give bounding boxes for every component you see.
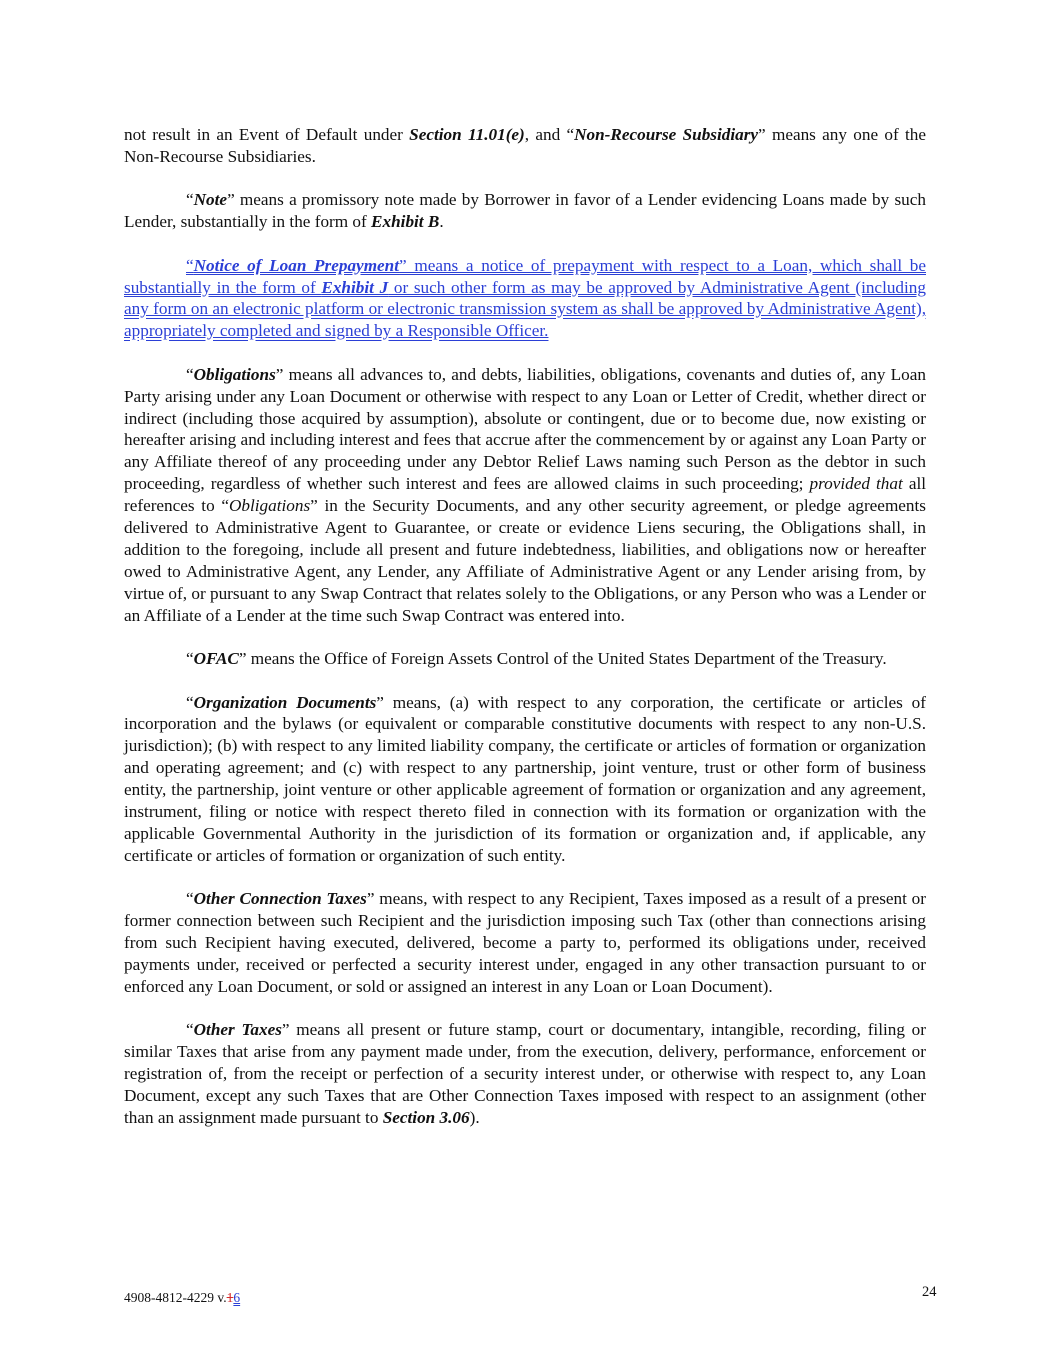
defined-term: Other Connection Taxes — [193, 889, 367, 909]
definition-other-connection-taxes: “Other Connection Taxes” means, with respect to any Recipient, Taxes imposed as a result of a present or former connection between such Recipient and the jurisdiction imposing such Tax (other than connections arising from such Recipient having executed, delivered, become a party to, performed its obligations under, received payments under, received or perfected a security interest under, engaged in any other transaction pursuant to or enforced any Loan Document, or sold or assigned an interest in any Loan or Loan Document). — [124, 889, 926, 996]
exhibit-reference: Exhibit J — [321, 277, 389, 297]
definition-obligations: “Obligations” means all advances to, and debts, liabilities, obligations, covenants and duties of, any Loan Party arising under any Loan Document or otherwise with respect to any Loan or Letter of Credit, whether direct or indirect (including those acquired by assumption), absolute or contingent, due or to become due, now existing or hereafter arising and including interest and fees that accrue after the commencement by or against any Loan Party or any Affiliate thereof of any proceeding under any Debtor Relief Laws naming such Person as the debtor in such proceeding, regardless of whether such interest and fees are allowed claims in such proceeding; provided that all references to “Obligations” in the Security Documents, and any other security agreement, or pledge agreements delivered to Administrative Agent to Guarantee, or create or evidence Liens securing, the Obligations shall, in addition to the foregoing, include all present and future indebtedness, liabilities, and obligations now or hereafter owed to Administrative Agent, any Lender, any Affiliate of Administrative Agent or any Lender arising from, by virtue of, or pursuant to any Swap Contract that relates solely to the Obligations, or any Person who was a Lender or an Affiliate of a Lender at the time such Swap Contract was entered into. — [124, 364, 926, 625]
defined-term: Notice of Loan Prepayment — [193, 255, 400, 275]
definition-organization-documents: “Organization Documents” means, (a) with respect to any corporation, the certificate or articles of incorporation and the bylaws (or equivalent or comparable constitutive documents with respect to any non-U.S. jurisdiction); (b) with respect to any limited liability company, the certificate or articles of formation or organization and operating agreement; and (c) with respect to any partnership, joint venture, trust or other form of business entity, the partnership, joint venture or other applicable agreement of formation or organization and any agreement, instrument, filing or notice with respect thereto filed in connection with its formation or organization with the applicable Governmental Authority in the jurisdiction of its formation or organization and, if applicable, any certificate or articles of formation or organization of such entity. — [124, 692, 926, 865]
section-reference: Section 11.01(e) — [409, 125, 525, 144]
definition-ofac: “OFAC” means the Office of Foreign Assets Control of the United States Department of the Treasury. — [186, 649, 887, 669]
section-reference: Section 3.06 — [382, 1107, 470, 1127]
deleted-version: 1 — [226, 1290, 234, 1305]
exhibit-reference: Exhibit B — [371, 212, 440, 232]
defined-term: Non-Recourse Subsidiary — [574, 125, 759, 144]
definition-other-taxes: “Other Taxes” means all present or future stamp, court or documentary, intangible, recording, filing or similar Taxes that arise from any payment made under, from the execution, delivery, performance, enforcement or registration of, from the receipt or perfection of a security interest under, or otherwise with respect to, any Loan Document, except any such Taxes that are Other Connection Taxes imposed with respect to an assignment (other than an assignment made pursuant to Section 3.06). — [124, 1020, 926, 1127]
defined-term: OFAC — [193, 649, 239, 669]
defined-term: Organization Documents — [193, 692, 377, 712]
defined-term: Note — [193, 190, 228, 210]
page-number: 24 — [922, 1284, 937, 1300]
paragraph-non-recourse-continuation: not result in an Event of Default under Section 11.01(e), and “Non-Recourse Subsidiary” means any one of the Non-Recourse Subsidiaries. — [124, 125, 926, 166]
definition-note: “Note” means a promissory note made by Borrower in favor of a Lender evidencing Loans made by such Lender, substantially in the form of Exhibit B. — [124, 190, 926, 232]
defined-term: Other Taxes — [193, 1020, 282, 1040]
definition-notice-of-loan-prepayment-inserted: “Notice of Loan Prepayment” means a notice of prepayment with respect to a Loan, which shall be substantially in the form of Exhibit J or such other form as may be approved by Administrative Agent (including any form on an electronic platform or electronic transmission system as shall be approved by Administrative Agent), appropriately completed and signed by a Responsible Officer. — [124, 255, 926, 341]
inserted-version: 6 — [233, 1290, 241, 1305]
defined-term: Obligations — [193, 364, 276, 384]
document-page — [124, 124, 926, 1150]
document-id-footer: 4908-4812-4229 v.16 — [124, 1290, 241, 1305]
